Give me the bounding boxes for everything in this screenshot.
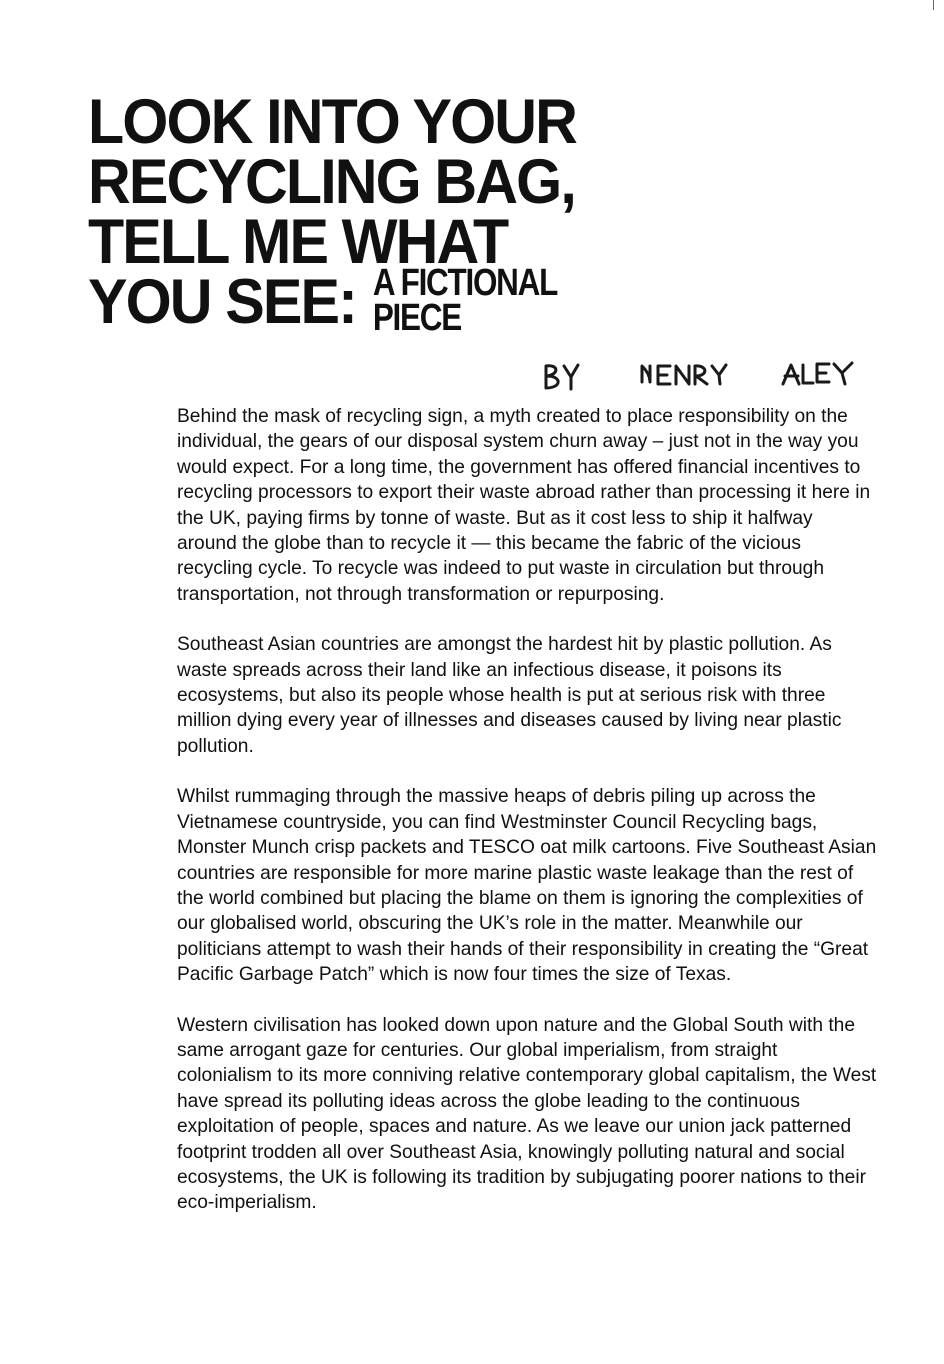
- subtitle-line-2: PIECE: [372, 297, 462, 339]
- title-line-3: TELL ME WHAT: [88, 207, 508, 277]
- crop-mark: [933, 0, 934, 10]
- article-body: [177, 404, 877, 1241]
- article-subtitle: [372, 262, 558, 339]
- subtitle-line-1: A FICTIONAL: [372, 262, 558, 304]
- paragraph-1: Behind the mask of recycling sign, a myth created to place responsibility on the individual, the gears of our disposal system churn away – just not in the way you would expect. For a long time, the government has offered financial incentives to recycling processors to export their waste abroad rather than processing it here in the UK, paying firms by tonne of waste. But as it cost less to ship it halfway around the globe than to recycle it — this became the fabric of the vicious recycling cycle. To recycle was indeed to put waste in circulation but through transportation, not through transformation or repurposing.: [177, 406, 871, 605]
- title-line-2: RECYCLING BAG,: [88, 147, 575, 217]
- paragraph-2: Southeast Asian countries are amongst the hardest hit by plastic pollution. As waste spreads across their land like an infectious disease, it poisons its ecosystems, but also its people whose health is put at serious risk with three million dying every year of illnesses and diseases caused by living near plastic pollution.: [177, 634, 842, 757]
- article-title: [88, 87, 614, 339]
- title-line-1: LOOK INTO YOUR: [88, 87, 577, 157]
- title-line-4: YOU SEE:: [88, 267, 356, 337]
- title-line-4-row: [88, 262, 614, 339]
- paragraph-3: Whilst rummaging through the massive heaps of debris piling up across the Vietnamese countryside, you can find Westminster Council Recycling bags, Monster Munch crisp packets and TESCO oat milk cartoons. Five Southeast Asian countries are responsible for more marine plastic waste leakage than the rest of the world combined but placing the blame on them is ignoring the complexities of our globalised world, obscuring the UK’s role in the matter. Meanwhile our politicians attempt to wash their hands of their responsibility in creating the “Great Pacific Garbage Patch” which is now four times the size of Texas.: [177, 786, 877, 986]
- handwritten-byline: [500, 352, 868, 394]
- paragraph-4: Western civilisation has looked down upon nature and the Global South with the same arrogant gaze for centuries. Our global imperialism, from straight colonialism to its more conniving relative contemporary global capitalism, the West have spread its polluting ideas across the globe leading to the continuous exploitation of people, spaces and nature. As we leave our union jack patterned footprint trodden all over Southeast Asia, knowingly polluting natural and social ecosystems, the UK is following its tradition by subjugating poorer nations to their eco-imperialism.: [177, 1014, 877, 1214]
